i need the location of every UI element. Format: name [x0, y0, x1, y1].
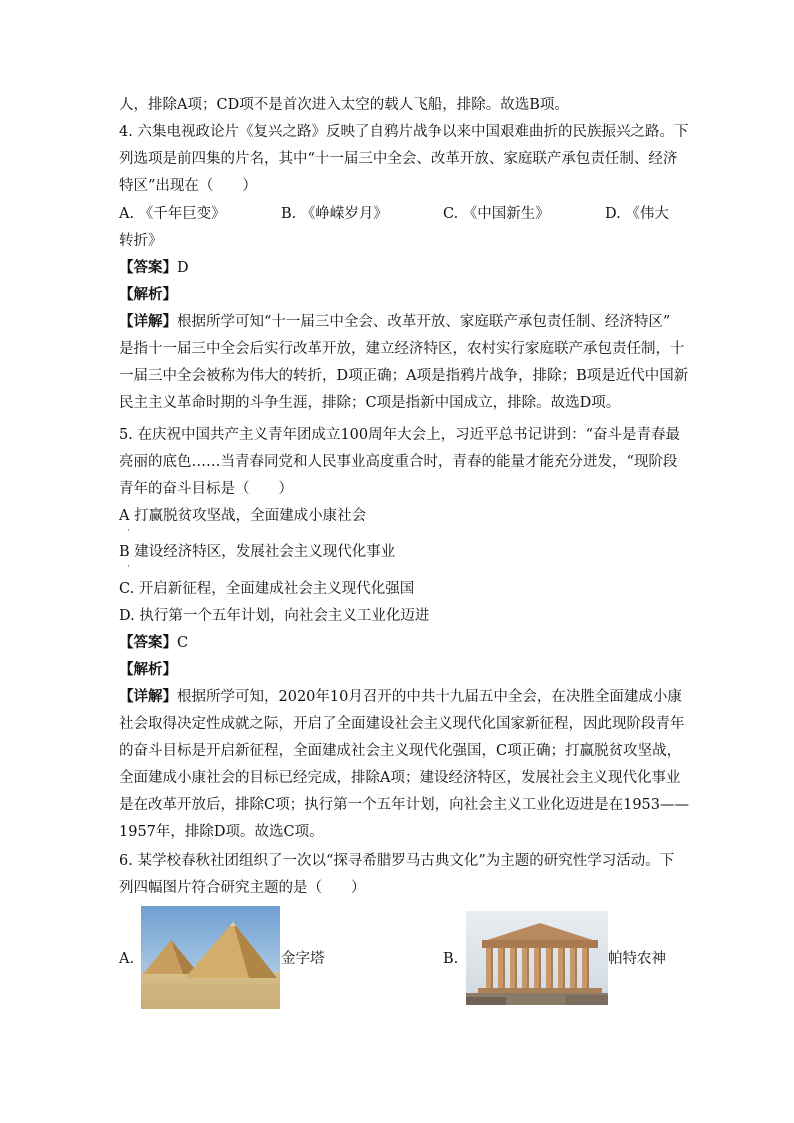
answer-value: C — [177, 635, 189, 651]
q4-option-a: A. 《千年巨变》 — [119, 206, 226, 222]
q5-answer — [119, 633, 679, 653]
q5-analysis-label: 【解析】 — [119, 661, 177, 678]
q4-answer — [119, 258, 679, 278]
q5-option-b: B 建设经济特区，发展社会主义现代化事业 — [119, 544, 396, 560]
q5-explanation: 的奋斗目标是开启新征程，全面建成社会主义现代化强国，C项正确；打赢脱贫攻坚战， — [119, 743, 682, 759]
question-4-stem: 列选项是前四集的片名，其中“十一届三中全会、改革开放、家庭联产承包责任制、经济 — [119, 151, 678, 167]
question-5-stem: 亮丽的底色……当青春同党和人民事业高度重合时，青春的能量才能充分迸发，“现阶段 — [119, 454, 678, 470]
q4-explanation: 一届三中全会被称为伟大的转折，D项正确；A项是指鸦片战争，排除；B项是近代中国新 — [119, 368, 689, 384]
q5-explanation — [119, 687, 682, 707]
question-6-stem: 列四幅图片符合研究主题的是（ ） — [119, 880, 366, 896]
question-4-stem: 特区”出现在（ ） — [119, 178, 257, 194]
q6-option-a-label: A. — [119, 951, 135, 967]
q6-option-a-caption: 金字塔 — [281, 951, 325, 967]
q4-explanation: 是指十一届三中全会后实行改革开放，建立经济特区，农村实行家庭联产承包责任制，十 — [119, 341, 685, 357]
q6-option-b-label: B. — [443, 951, 459, 967]
q4-analysis-label: 【解析】 — [119, 286, 177, 303]
artifact-dot: · — [127, 526, 130, 536]
q4-option-d-continued: 转折》 — [119, 233, 163, 249]
q5-option-c: C. 开启新征程，全面建成社会主义现代化强国 — [119, 581, 415, 597]
question-5-stem: 青年的奋斗目标是（ ） — [119, 481, 293, 497]
q5-explanation: 全面建成小康社会的目标已经完成，排除A项；建设经济特区，发展社会主义现代化事业 — [119, 770, 681, 786]
pyramid-photo — [141, 906, 280, 1009]
q4-option-d: D. 《伟大 — [605, 206, 669, 222]
explanation-label: 【详解】 — [119, 688, 177, 705]
q4-explanation: 民主主义革命时期的斗争生涯，排除；C项是指新中国成立，排除。故选D项。 — [119, 395, 621, 411]
q5-explanation: 社会取得决定性成就之际，开启了全面建设社会主义现代化国家新征程，因此现阶段青年 — [119, 716, 685, 732]
q4-explanation — [119, 312, 679, 332]
q5-option-d: D. 执行第一个五年计划，向社会主义工业化迈进 — [119, 608, 430, 624]
answer-label: 【答案】 — [119, 259, 177, 276]
q5-explanation: 是在改革开放后，排除C项；执行第一个五年计划，向社会主义工业化迈进是在1953—— — [119, 797, 689, 813]
parthenon-photo — [466, 911, 608, 1005]
question-4-stem: 4. 六集电视政论片《复兴之路》反映了自鸦片战争以来中国艰难曲折的民族振兴之路。下 — [119, 124, 689, 140]
answer-label: 【答案】 — [119, 634, 177, 651]
q5-option-a: A 打赢脱贫攻坚战，全面建成小康社会 — [119, 508, 367, 524]
explanation-text: 根据所学可知“十一届三中全会、改革开放、家庭联产承包责任制、经济特区” — [177, 314, 671, 330]
q4-option-b: B. 《峥嵘岁月》 — [281, 206, 388, 222]
artifact-dot: · — [127, 562, 130, 572]
answer-value: D — [177, 260, 189, 276]
q4-option-c: C. 《中国新生》 — [443, 206, 550, 222]
explanation-text: 根据所学可知，2020年10月召开的中共十九届五中全会，在决胜全面建成小康 — [177, 689, 682, 705]
q5-explanation: 1957年，排除D项。故选C项。 — [119, 824, 324, 840]
question-6-stem: 6. 某学校春秋社团组织了一次以“探寻希腊罗马古典文化”为主题的研究性学习活动。下 — [119, 853, 675, 869]
q6-option-b-caption: 帕特农神 — [608, 951, 666, 967]
text-line: 人，排除A项；CD项不是首次进入太空的载人飞船，排除。故选B项。 — [119, 97, 569, 113]
explanation-label: 【详解】 — [119, 313, 177, 330]
question-5-stem: 5. 在庆祝中国共产主义青年团成立100周年大会上，习近平总书记讲到：“奋斗是青春最 — [119, 427, 681, 443]
